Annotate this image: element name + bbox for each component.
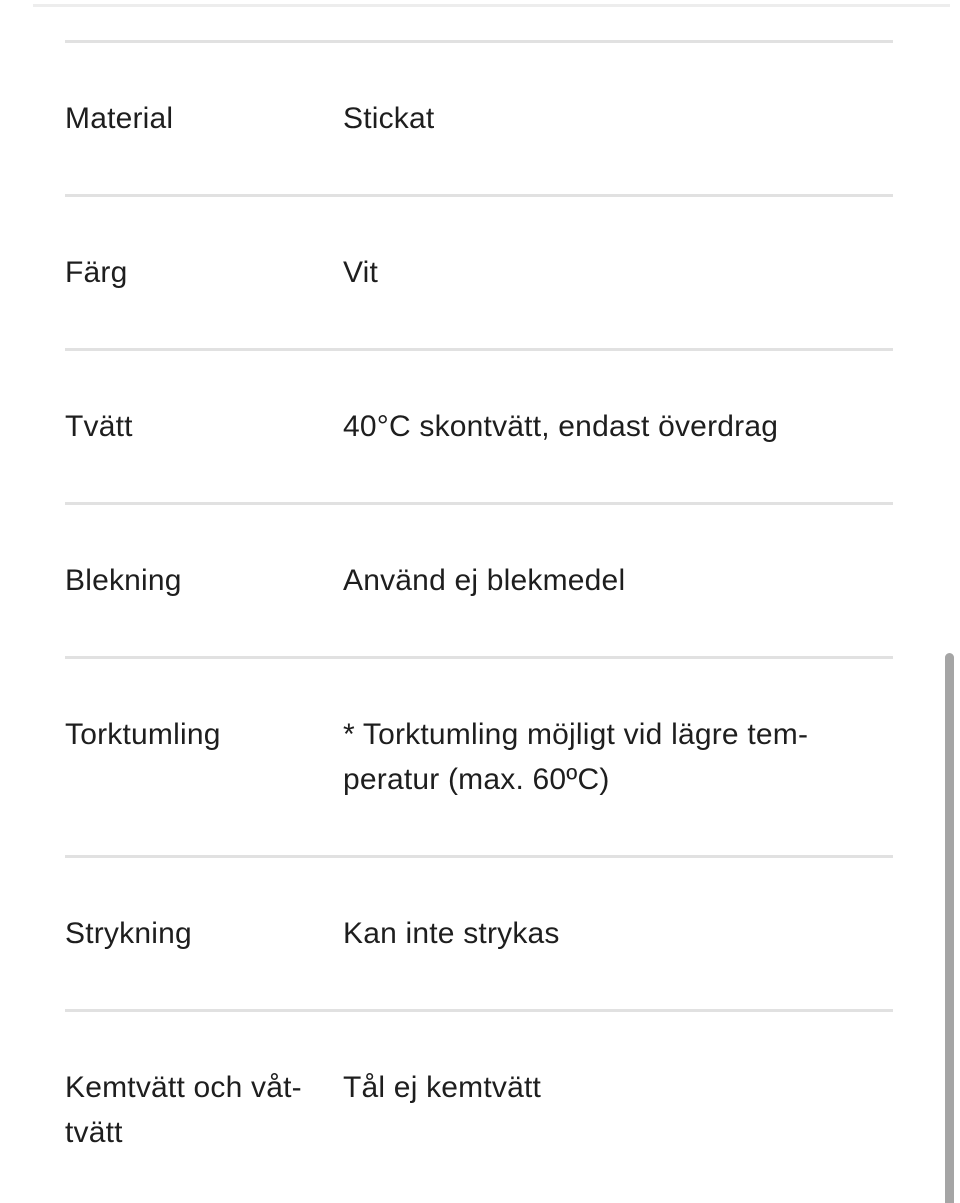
table-row-material	[65, 43, 893, 197]
row-value: Tål ej kemtvätt	[343, 1071, 542, 1104]
table-row-bleach	[65, 505, 893, 659]
row-label: Strykning	[65, 917, 192, 950]
row-value: 40°C skontvätt, endast överdrag	[343, 410, 779, 443]
product-spec-table	[65, 40, 893, 1203]
row-label: Färg	[65, 256, 128, 289]
scrollbar-thumb[interactable]	[945, 653, 954, 1203]
row-value: Använd ej blekmedel	[343, 564, 626, 597]
row-label: Kemtvätt och våttvätt	[65, 1071, 302, 1149]
row-value: Vit	[343, 256, 379, 289]
row-value: Stickat	[343, 102, 435, 135]
row-value: Kan inte strykas	[343, 917, 560, 950]
table-row-ironing	[65, 858, 893, 1012]
table-row-wash	[65, 351, 893, 505]
top-divider	[33, 4, 950, 7]
row-label: Material	[65, 102, 174, 135]
table-row-color	[65, 197, 893, 351]
row-label: Torktumling	[65, 718, 221, 751]
row-value: * Torktumling möjligt vid lägre temperatur (max. 60ºC)	[343, 718, 808, 796]
row-label: Tvätt	[65, 410, 133, 443]
table-row-tumble-dry	[65, 659, 893, 858]
table-row-dry-clean	[65, 1012, 893, 1203]
row-label: Blekning	[65, 564, 182, 597]
